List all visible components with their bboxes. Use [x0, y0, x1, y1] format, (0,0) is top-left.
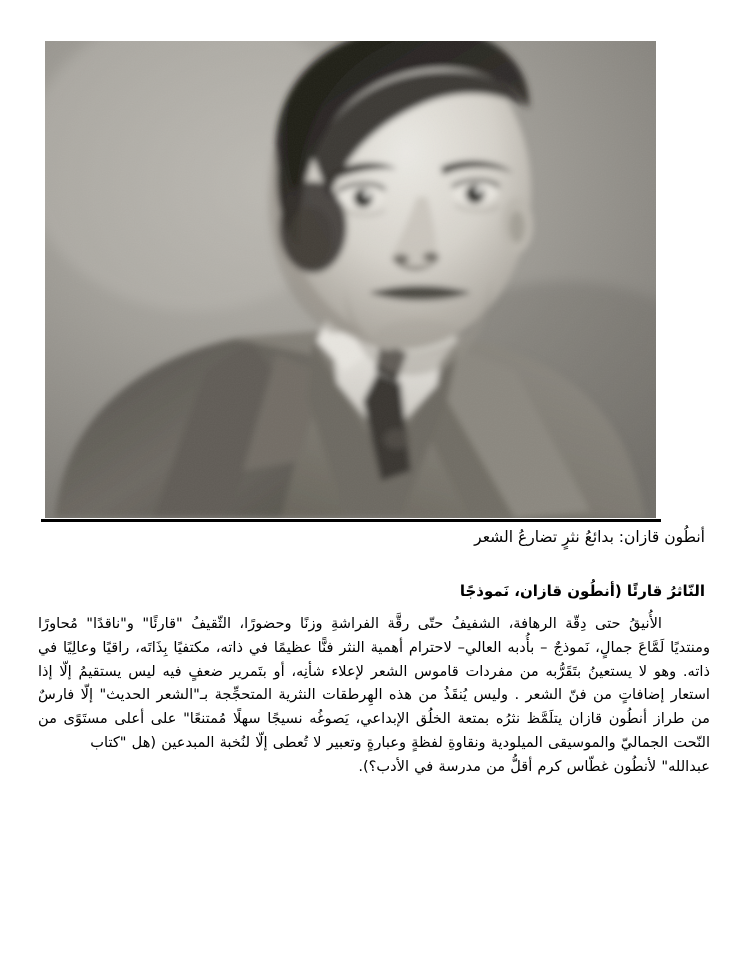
figure-caption: أنطُون قازان: بدائعُ نثرٍ تضارعُ الشعر: [474, 528, 705, 546]
body-paragraph-text: الأُنيقُ حتى دِقّة الرهافة، الشفيفُ حتّى رقَّة الفراشةِ وزنًا وحضورًا، الثّقيفُ "قارئًا" و"ناقدًا" مُحاورًا ومنتديًا لَمَّاعَ جمالٍ، نَموذجٌ – بأُدبه العالي– لاحترام أهمية النثر فنًّا عظيمًا في ذاته، مكتفيًا بِذَاتَه، راقيًا وعالِيًا في ذاته. وهو لا يستعينُ بتَقَرُّبه من مفردات قاموس الشعر لإعلاء شأنِه، أو بتَمرير ضعفٍ فيه ليس يستقيمُ إلّا إذا استعار إضافاتٍ من فنّ الشعر . وليس يُنقَذُ من هذه الهِرطقات النثرية المتحجِّجة بـ"الشعر الحديث" إلّا فارسٌ من طراز أنطُون قازان يتلَمَّظ نثرُه بمتعة الخلُق الإبداعي، يَصوغُه نسيجًا سهلًا مُمتنعًا" على أعلى مستَوًى من النّحت الجماليّ والموسيقى الميلودية ونقاوةِ لفظةٍ وعبارةٍ وتعبير لا تُعطى إلّا لنُخبة المبدعين (هل "كتاب: [38, 615, 710, 751]
portrait-photo-image: [45, 41, 656, 518]
figure-divider-rule: [41, 519, 661, 522]
body-paragraph: [38, 612, 710, 779]
body-paragraph-tail: عبدالله" لأنطُون غطّاس كرم أقلُّ من مدرسة في الأدب؟).: [358, 757, 710, 775]
portrait-figure: [45, 41, 656, 518]
section-heading: النّاثرُ قارئًا (أنطُون قازان، نَموذجًا: [459, 582, 705, 600]
